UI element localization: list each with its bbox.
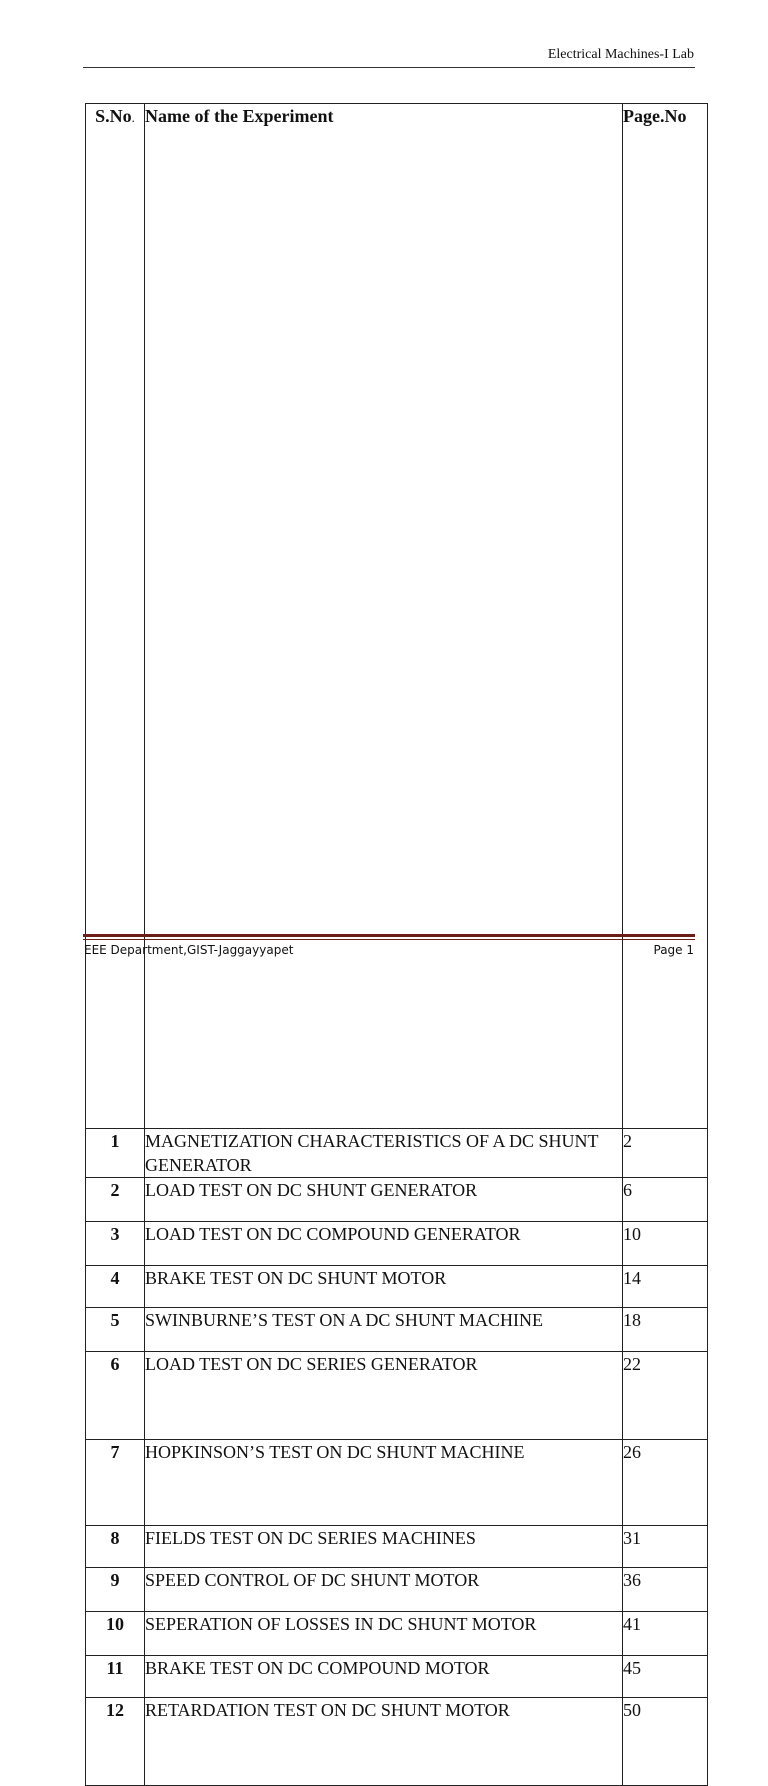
row-experiment: MAGNETIZATION CHARACTERISTICS OF A DC SHUNT GENERATOR xyxy=(145,1129,623,1178)
table-row xyxy=(86,1698,708,1786)
table-row xyxy=(86,1440,708,1526)
table-row xyxy=(86,1178,708,1222)
row-page: 41 xyxy=(623,1612,708,1656)
row-experiment: FIELDS TEST ON DC SERIES MACHINES xyxy=(145,1526,623,1568)
row-page: 2 xyxy=(623,1129,708,1178)
table-row xyxy=(86,1222,708,1266)
row-experiment: RETARDATION TEST ON DC SHUNT MOTOR xyxy=(145,1698,623,1786)
sno-header-label: S.No xyxy=(95,106,132,126)
row-page: 36 xyxy=(623,1568,708,1612)
row-experiment: LOAD TEST ON DC SERIES GENERATOR xyxy=(145,1352,623,1440)
row-page: 14 xyxy=(623,1266,708,1308)
table-row xyxy=(86,1308,708,1352)
row-page: 22 xyxy=(623,1352,708,1440)
row-sno: 5 xyxy=(86,1308,145,1352)
footer-page-number: Page 1 xyxy=(653,943,694,957)
row-sno: 7 xyxy=(86,1440,145,1526)
row-page: 18 xyxy=(623,1308,708,1352)
row-experiment: HOPKINSON’S TEST ON DC SHUNT MACHINE xyxy=(145,1440,623,1526)
table-row xyxy=(86,1568,708,1612)
row-sno: 10 xyxy=(86,1612,145,1656)
footer-rule xyxy=(83,934,695,937)
table-row xyxy=(86,1656,708,1698)
table-header-row xyxy=(86,104,708,1129)
row-sno: 12 xyxy=(86,1698,145,1786)
row-experiment: BRAKE TEST ON DC COMPOUND MOTOR xyxy=(145,1656,623,1698)
row-experiment: SWINBURNE’S TEST ON A DC SHUNT MACHINE xyxy=(145,1308,623,1352)
row-sno: 8 xyxy=(86,1526,145,1568)
row-experiment: SEPERATION OF LOSSES IN DC SHUNT MOTOR xyxy=(145,1612,623,1656)
row-sno: 11 xyxy=(86,1656,145,1698)
row-experiment: BRAKE TEST ON DC SHUNT MOTOR xyxy=(145,1266,623,1308)
sno-header xyxy=(86,104,145,1129)
table-row xyxy=(86,1352,708,1440)
footer-department: EEE Department,GIST-Jaggayyapet xyxy=(84,943,294,957)
row-page: 45 xyxy=(623,1656,708,1698)
row-sno: 4 xyxy=(86,1266,145,1308)
row-page: 26 xyxy=(623,1440,708,1526)
row-sno: 2 xyxy=(86,1178,145,1222)
row-experiment: LOAD TEST ON DC SHUNT GENERATOR xyxy=(145,1178,623,1222)
row-page: 10 xyxy=(623,1222,708,1266)
row-page: 50 xyxy=(623,1698,708,1786)
name-header: Name of the Experiment xyxy=(145,104,623,1129)
row-page: 6 xyxy=(623,1178,708,1222)
row-sno: 9 xyxy=(86,1568,145,1612)
table-row xyxy=(86,1526,708,1568)
row-sno: 6 xyxy=(86,1352,145,1440)
table-row xyxy=(86,1129,708,1178)
row-experiment: SPEED CONTROL OF DC SHUNT MOTOR xyxy=(145,1568,623,1612)
table-row xyxy=(86,1266,708,1308)
row-experiment: LOAD TEST ON DC COMPOUND GENERATOR xyxy=(145,1222,623,1266)
row-page: 31 xyxy=(623,1526,708,1568)
sno-header-dot: . xyxy=(131,110,135,125)
header-title: Electrical Machines-I Lab xyxy=(547,47,694,62)
header-rule xyxy=(83,67,695,68)
page-header: Page.No xyxy=(623,104,708,1129)
footer-rule-thin xyxy=(83,939,695,940)
row-sno: 3 xyxy=(86,1222,145,1266)
table-row xyxy=(86,1612,708,1656)
row-sno: 1 xyxy=(86,1129,145,1178)
